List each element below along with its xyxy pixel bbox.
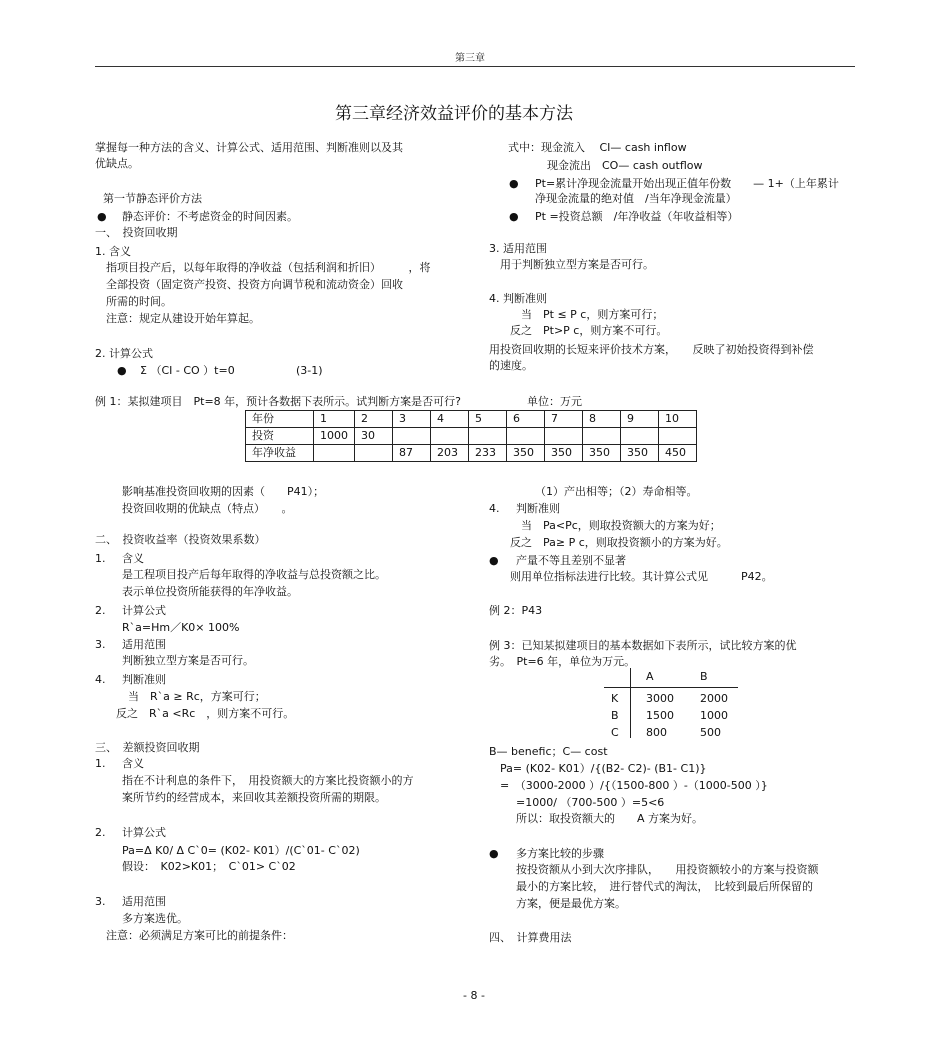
example-1-unit: 单位：万元 bbox=[527, 395, 582, 408]
table-cell bbox=[314, 445, 355, 462]
roi-criterion-1: 当 R`a ≥ Rc，方案可行； bbox=[128, 690, 266, 703]
table-cell: 3000 bbox=[646, 692, 674, 705]
sub-criterion: 4. 判断准则 bbox=[489, 292, 547, 305]
criterion-line-2: 反之 Pt>P c，则方案不可行。 bbox=[510, 324, 668, 337]
header-rule bbox=[95, 66, 855, 67]
example-1-text: 例 1：某拟建项目 Pt=8 年，预计各数据下表所示。试判断方案是否可行? bbox=[95, 395, 461, 408]
example-2: 例 2：P43 bbox=[489, 604, 543, 617]
intro-line-2: 优缺点。 bbox=[95, 157, 139, 170]
meaning-note: 注意：规定从建设开始年算起。 bbox=[106, 312, 260, 325]
bullet-icon: ● bbox=[97, 210, 107, 223]
table-cell: 30 bbox=[355, 428, 393, 445]
multi-compare-2: 最小的方案比较， 进行替代式的淘汰， 比较到最后所保留的 bbox=[516, 880, 813, 893]
table-cell: 2000 bbox=[700, 692, 728, 705]
table-cell bbox=[583, 428, 621, 445]
table-cell: 投资 bbox=[246, 428, 314, 445]
example-1-table bbox=[245, 410, 697, 462]
intro-line-1: 掌握每一种方法的含义、计算公式、适用范围、判断准则以及其 bbox=[95, 141, 403, 154]
diff-meaning-1: 指在不计利息的条件下， 用投资额大的方案比投资额小的方 bbox=[122, 774, 414, 787]
factors-line: 影响基准投资回收期的因素（ P41）； bbox=[122, 485, 325, 498]
bullet-icon: ● bbox=[489, 554, 499, 567]
table-cell: 4 bbox=[431, 411, 469, 428]
where-cash-out: 现金流出 CO— cash outflow bbox=[547, 159, 703, 172]
item-number: 1. bbox=[95, 757, 106, 770]
multi-compare-3: 方案，便是最优方案。 bbox=[516, 897, 626, 910]
table-cell: 6 bbox=[507, 411, 545, 428]
sub-scope: 适用范围 bbox=[122, 895, 166, 908]
table-column-rule bbox=[630, 668, 631, 738]
table-row bbox=[246, 445, 697, 462]
sub-formula: 计算公式 bbox=[122, 826, 166, 839]
table-cell: 87 bbox=[393, 445, 431, 462]
pa-result: =1000/ （700-500 ）=5<6 bbox=[516, 796, 665, 809]
table-cell: 2 bbox=[355, 411, 393, 428]
payback-formula: Σ （CI - CO ）t=0 bbox=[140, 364, 235, 377]
pt-def-1: Pt=累计净现金流量开始出现正值年份数 — 1+（上年累计 bbox=[535, 177, 839, 190]
sub-meaning: 含义 bbox=[122, 552, 144, 565]
criterion-line-1: 当 Pt ≤ P c，则方案可行； bbox=[521, 308, 664, 321]
table-cell bbox=[431, 428, 469, 445]
bullet-icon: ● bbox=[509, 210, 519, 223]
table-cell: 1 bbox=[314, 411, 355, 428]
sub-formula: 2. 计算公式 bbox=[95, 347, 153, 360]
example-3-line-1: 例 3：已知某拟建项目的基本数据如下表所示，试比较方案的优 bbox=[489, 639, 797, 652]
comparable-conditions: （1）产出相等；（2）寿命相等。 bbox=[535, 485, 698, 498]
table-cell: 9 bbox=[621, 411, 659, 428]
meaning-line-3: 所需的时间。 bbox=[106, 295, 172, 308]
item-number: 2. bbox=[95, 826, 106, 839]
static-bullet: 静态评价：不考虑资金的时间因素。 bbox=[122, 210, 298, 223]
table-cell bbox=[621, 428, 659, 445]
table-cell: 500 bbox=[700, 726, 721, 739]
bullet-icon: ● bbox=[489, 847, 499, 860]
where-cash-in: 式中：现金流入 CI— cash inflow bbox=[508, 141, 687, 154]
item-number: 2. bbox=[95, 604, 106, 617]
bullet-icon: ● bbox=[509, 177, 519, 190]
equation-number: (3-1) bbox=[296, 364, 323, 377]
table-cell: 1500 bbox=[646, 709, 674, 722]
table-cell: B bbox=[700, 670, 708, 683]
pt-def-3: Pt =投资总额 /年净收益（年收益相等） bbox=[535, 210, 739, 223]
table-cell bbox=[393, 428, 431, 445]
item-number: 3. bbox=[95, 638, 106, 651]
table-cell: 203 bbox=[431, 445, 469, 462]
meaning-line-2: 全部投资（固定资产投资、投资方向调节税和流动资金）回收 bbox=[106, 278, 403, 291]
section-heading: 第一节静态评价方法 bbox=[103, 192, 202, 205]
table-cell: A bbox=[646, 670, 654, 683]
roi-formula: R`a=Hm／K0× 100% bbox=[122, 621, 240, 634]
sub-meaning: 1. 含义 bbox=[95, 245, 131, 258]
sub-scope: 3. 适用范围 bbox=[489, 242, 547, 255]
table-cell: 8 bbox=[583, 411, 621, 428]
sub-criterion: 判断准则 bbox=[516, 502, 560, 515]
diff-assumption: 假设： K02>K01； C`01> C`02 bbox=[122, 860, 296, 873]
pa-substitution: = （3000-2000 ）/{（1500-800 ）-（1000-500 ）} bbox=[500, 779, 768, 792]
table-cell: 3 bbox=[393, 411, 431, 428]
unequal-output: 产量不等且差别不显著 bbox=[516, 554, 626, 567]
roi-meaning-2: 表示单位投资所能获得的年净收益。 bbox=[122, 585, 298, 598]
table-cell bbox=[659, 428, 697, 445]
table-cell: 450 bbox=[659, 445, 697, 462]
table-cell: 350 bbox=[583, 445, 621, 462]
multi-compare-1: 按投资额从小到大次序排队， 用投资额较小的方案与投资额 bbox=[516, 863, 819, 876]
diff-formula: Pa=Δ K0/ Δ C`0= (K02- K01）/(C`01- C`02) bbox=[122, 844, 360, 857]
table-cell: 1000 bbox=[314, 428, 355, 445]
table-cell: 350 bbox=[507, 445, 545, 462]
pros-cons-line: 投资回收期的优缺点（特点） 。 bbox=[122, 502, 293, 515]
sub-formula: 计算公式 bbox=[122, 604, 166, 617]
page-title: 第三章经济效益评价的基本方法 bbox=[335, 104, 573, 124]
table-cell: C bbox=[611, 726, 619, 739]
roi-meaning-1: 是工程项目投产后每年取得的净收益与总投资额之比。 bbox=[122, 568, 386, 581]
pa-formula: Pa= (K02- K01）/{(B2- C2)- (B1- C1)} bbox=[500, 762, 707, 775]
benefit-cost-def: B— benefic；C— cost bbox=[489, 745, 608, 758]
table-cell: 233 bbox=[469, 445, 507, 462]
table-cell: 年份 bbox=[246, 411, 314, 428]
diff-scope-note: 注意：必须满足方案可比的前提条件： bbox=[106, 929, 293, 942]
scope-line: 用于判断独立型方案是否可行。 bbox=[500, 258, 654, 271]
meaning-line-1: 指项目投产后，以每年取得的净收益（包括利润和折旧） ，将 bbox=[106, 261, 431, 274]
diff-criterion-1: 当 Pa<Pc，则取投资额大的方案为好； bbox=[521, 519, 721, 532]
table-cell: 350 bbox=[545, 445, 583, 462]
item-number: 3. bbox=[95, 895, 106, 908]
pt-def-2: 净现金流量的绝对值 /当年净现金流量） bbox=[535, 192, 737, 205]
table-cell: 5 bbox=[469, 411, 507, 428]
unit-indicator-line: 则用单位指标法进行比较。其计算公式见 P42。 bbox=[510, 570, 773, 583]
criterion-line-3: 用投资回收期的长短来评价技术方案， 反映了初始投资得到补偿 bbox=[489, 343, 814, 356]
diff-meaning-2: 案所节约的经营成本，来回收其差额投资所需的期限。 bbox=[122, 791, 386, 804]
table-cell bbox=[355, 445, 393, 462]
table-header-rule bbox=[604, 687, 738, 688]
sub-meaning: 含义 bbox=[122, 757, 144, 770]
table-cell: 7 bbox=[545, 411, 583, 428]
pa-conclusion: 所以：取投资额大的 A 方案为好。 bbox=[516, 812, 704, 825]
table-cell: 年净收益 bbox=[246, 445, 314, 462]
table-row bbox=[246, 411, 697, 428]
table-cell bbox=[507, 428, 545, 445]
example-3-line-2: 劣。 Pt=6 年，单位为万元。 bbox=[489, 655, 636, 668]
page-number: - 8 - bbox=[463, 989, 485, 1002]
table-cell bbox=[545, 428, 583, 445]
multi-compare-heading: 多方案比较的步骤 bbox=[516, 847, 604, 860]
table-row bbox=[246, 428, 697, 445]
table-cell: K bbox=[611, 692, 619, 705]
roi-scope-line: 判断独立型方案是否可行。 bbox=[122, 654, 254, 667]
criterion-line-4: 的速度。 bbox=[489, 359, 533, 372]
table-cell: 10 bbox=[659, 411, 697, 428]
item-number: 1. bbox=[95, 552, 106, 565]
bullet-icon: ● bbox=[117, 364, 127, 377]
table-cell: 800 bbox=[646, 726, 667, 739]
item-number: 4. bbox=[489, 502, 500, 515]
heading-cost-method: 四、 计算费用法 bbox=[489, 931, 572, 944]
sub-criterion: 判断准则 bbox=[122, 673, 166, 686]
heading-payback: 一、 投资回收期 bbox=[95, 226, 178, 239]
sub-scope: 适用范围 bbox=[122, 638, 166, 651]
heading-diff-payback: 三、 差额投资回收期 bbox=[95, 741, 200, 754]
table-cell: 1000 bbox=[700, 709, 728, 722]
item-number: 4. bbox=[95, 673, 106, 686]
table-cell: B bbox=[611, 709, 619, 722]
diff-criterion-2: 反之 Pa≥ P c，则取投资额小的方案为好。 bbox=[510, 536, 728, 549]
heading-roi: 二、 投资收益率（投资效果系数） bbox=[95, 533, 266, 546]
table-cell: 350 bbox=[621, 445, 659, 462]
diff-scope-line: 多方案选优。 bbox=[122, 912, 188, 925]
table-cell bbox=[469, 428, 507, 445]
running-header: 第三章 bbox=[455, 53, 485, 64]
roi-criterion-2: 反之 R`a <Rc ，则方案不可行。 bbox=[116, 707, 295, 720]
